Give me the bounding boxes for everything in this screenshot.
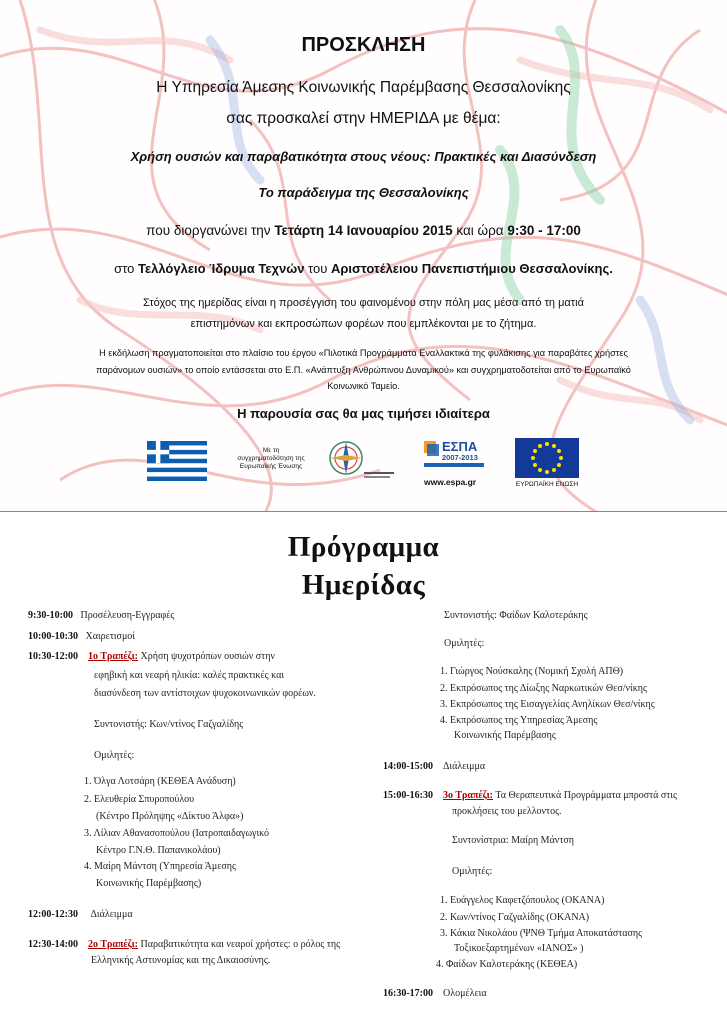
panel-1-speaker: 1. Όλγα Λοτσάρη (ΚΕΘΕΑ Ανάδυση) xyxy=(84,776,236,787)
panel-3-heading: 3ο Τραπέζι: xyxy=(443,790,493,801)
venue-name: Τελλόγλειο Ίδρυμα Τεχνών xyxy=(137,261,305,276)
panel-2-speaker: 2. Εκπρόσωπος της Δίωξης Ναρκωτικών Θεσ/νίκης xyxy=(440,683,647,694)
panel-1-speaker-affiliation: Κοινωνικής Παρέμβασης) xyxy=(96,878,202,889)
program-title-1: Πρόγραμμα xyxy=(287,531,440,563)
panel-2-heading: 2ο Τραπέζι: xyxy=(88,939,138,950)
panel-1-line-2: εφηβική και νεαρή ηλικία: καλές πρακτικές και xyxy=(94,670,285,681)
panel-3-line-2: προκλήσεις του μελλοντος. xyxy=(452,806,562,817)
time-slot: 9:30-10:00 xyxy=(28,610,73,621)
panel-1-line-3: διασύνδεση των αντίστοιχων ψυχοκοινωνικών φορέων. xyxy=(94,688,316,699)
venue-line xyxy=(0,261,727,276)
event-date: Τετάρτη 14 Ιανουαρίου 2015 xyxy=(274,223,453,238)
slot-description: Χαιρετισμοί xyxy=(85,631,135,642)
slot-description: Διάλειμμα xyxy=(443,761,486,772)
panel-2-speaker: 1. Γιώργος Νούσκαλης (Νομική Σχολή ΑΠΘ) xyxy=(440,666,624,677)
goal-line-1: Στόχος της ημερίδας είναι η προσέγγιση του φαινομένου στην πόλη μας μέσα από τη ματιά xyxy=(143,297,584,309)
schedule-row-break-2 xyxy=(383,760,485,774)
panel-1-heading: 1ο Τραπέζι: xyxy=(88,651,138,662)
panel-3-line-1: Τα Θεραπευτικά Προγράμματα μπροστά στις xyxy=(493,790,677,801)
invitation-line-1: Η Υπηρεσία Άμεσης Κοινωνικής Παρέμβασης Θεσσαλονίκης xyxy=(156,79,571,96)
eu-label: ΕΥΡΩΠΑΪΚΗ ΕΝΩΣΗ xyxy=(515,481,579,488)
slot-description: Ολομέλεια xyxy=(443,988,487,999)
slot-description: Προσέλευση-Εγγραφές xyxy=(80,610,175,621)
cofunding-text xyxy=(228,447,314,471)
panel-3-speaker-affiliation: Τοξικοεξαρτημένων «ΙΑΝΟΣ» ) xyxy=(454,943,584,954)
time-slot: 12:30-14:00 xyxy=(28,939,78,950)
panel-1-speaker: 3. Λίλιαν Αθανασοπούλου (Ιατροπαιδαγωγικό xyxy=(84,828,269,839)
panel-3-speaker: 3. Κάκια Νικολάου (ΨΝΘ Τμήμα Αποκατάστασης xyxy=(440,928,643,939)
espa-url: www.espa.gr xyxy=(424,477,477,487)
panel-3-speakers-label: Ομιλητές: xyxy=(452,866,493,877)
schedule-row-panel-2 xyxy=(28,938,340,952)
cofunding-line-1: Με τη xyxy=(262,447,280,454)
page-divider xyxy=(0,511,727,512)
eu-flag-icon xyxy=(515,438,579,478)
time-slot: 12:00-12:30 xyxy=(28,909,78,920)
panel-2-line-2: Ελληνικής Αστυνομίας και της Δικαιοσύνης. xyxy=(91,955,271,966)
compass-logo-icon xyxy=(326,438,396,488)
schedule-row-greetings xyxy=(28,630,135,644)
panel-3-moderator: Συντονίστρια: Μαίρη Μάντση xyxy=(452,835,574,846)
program-title-2: Ημερίδας xyxy=(301,569,426,601)
schedule-row-plenary xyxy=(383,987,487,1001)
time-slot: 10:30-12:00 xyxy=(28,651,78,662)
schedule-row-panel-3 xyxy=(383,789,677,803)
schedule-row-registration xyxy=(28,609,174,623)
invitation-line-2: σας προσκαλεί στην ΗΜΕΡΙΔΑ με θέμα: xyxy=(226,110,501,127)
panel-1-speaker-affiliation: (Κέντρο Πρόληψης «Δίκτυο Άλφα») xyxy=(96,811,244,822)
cofunding-line-3: Ευρωπαϊκής Ένωσης xyxy=(239,463,303,470)
espa-logo xyxy=(424,439,488,491)
panel-3-speaker: 1. Ευάγγελος Καφετζόπουλος (ΟΚΑΝΑ) xyxy=(440,895,605,906)
date-prefix: που διοργανώνει την xyxy=(146,223,275,238)
schedule-row-break-1 xyxy=(28,908,133,922)
panel-2-moderator: Συντονιστής: Φαίδων Καλοτεράκης xyxy=(444,610,588,621)
espa-title: ΕΣΠΑ xyxy=(442,439,478,454)
closing-line: Η παρουσία σας θα μας τιμήσει ιδιαίτερα xyxy=(237,406,490,421)
time-slot: 15:00-16:30 xyxy=(383,790,433,801)
cofunding-line-2: συγχρηματοδότηση της xyxy=(237,455,305,462)
event-context-line-3: Κοινωνικό Ταμείο. xyxy=(327,381,400,391)
espa-years: 2007-2013 xyxy=(442,453,478,462)
venue-university: Αριστοτέλειου Πανεπιστήμιου Θεσσαλονίκης. xyxy=(330,261,613,276)
event-time: 9:30 - 17:00 xyxy=(507,223,581,238)
date-mid: και ώρα xyxy=(452,223,508,238)
schedule-row-panel-1 xyxy=(28,650,275,664)
invitation-title: ΠΡΟΣΚΛΗΣΗ xyxy=(301,34,426,56)
time-slot: 16:30-17:00 xyxy=(383,988,433,999)
panel-2-speaker-affiliation: Κοινωνικής Παρέμβασης xyxy=(454,730,556,741)
greek-flag-icon xyxy=(147,440,207,482)
panel-2-line-1: Παραβατικότητα και νεαροί χρήστες: ο ρόλος της xyxy=(138,939,341,950)
venue-mid: του xyxy=(304,261,331,276)
theme-line-2: Το παράδειγμα της Θεσσαλονίκης xyxy=(258,185,469,200)
event-context-line-1: Η εκδήλωση πραγματοποιείται στο πλαίσιο του έργου «Πιλοτικά Προγράμματα Εναλλακτικά της φυλάκισης για παραβάτες χρήστες xyxy=(99,348,628,358)
event-context-line-2: παράνομων ουσιών» το οποίο εντάσσεται στο Ε.Π. «Ανάπτυξη Ανθρώπινου Δυναμικού» και συγχρηματοδοτείται από το Ευρωπαϊκό xyxy=(96,365,631,375)
panel-2-speaker: 4. Εκπρόσωπος της Υπηρεσίας Άμεσης xyxy=(440,715,598,726)
panel-1-speakers-label: Ομιλητές: xyxy=(94,750,135,761)
time-slot: 10:00-10:30 xyxy=(28,631,78,642)
panel-3-speaker: 4. Φαίδων Καλοτεράκης (ΚΕΘΕΑ) xyxy=(436,959,578,970)
panel-1-speaker: 2. Ελευθερία Σπυροπούλου xyxy=(84,794,195,805)
venue-prefix: στο xyxy=(114,261,138,276)
panel-2-speaker: 3. Εκπρόσωπος της Εισαγγελίας Ανηλίκων Θεσ/νίκης xyxy=(440,699,655,710)
slot-description: Διάλειμμα xyxy=(90,909,133,920)
theme-line-1: Χρήση ουσιών και παραβατικότητα στους νέους: Πρακτικές και Διασύνδεση xyxy=(130,149,597,164)
panel-1-speaker: 4. Μαίρη Μάντση (Υπηρεσία Άμεσης xyxy=(84,861,236,872)
event-date-line xyxy=(0,223,727,238)
panel-3-speaker: 2. Κων/ντίνος Γαζγαλίδης (ΟΚΑΝΑ) xyxy=(440,912,590,923)
panel-1-speaker-affiliation: Κέντρο Γ.Ν.Θ. Παπανικολάου) xyxy=(96,845,221,856)
time-slot: 14:00-15:00 xyxy=(383,761,433,772)
panel-1-moderator: Συντονιστής: Κων/ντίνος Γαζγαλίδης xyxy=(94,719,244,730)
goal-line-2: επιστημόνων και εκπροσώπων φορέων που εμπλέκονται με το ζήτημα. xyxy=(190,318,537,330)
panel-1-line-1: Χρήση ψυχοτρόπων ουσιών στην xyxy=(138,651,275,662)
panel-2-speakers-label: Ομιλητές: xyxy=(444,638,485,649)
